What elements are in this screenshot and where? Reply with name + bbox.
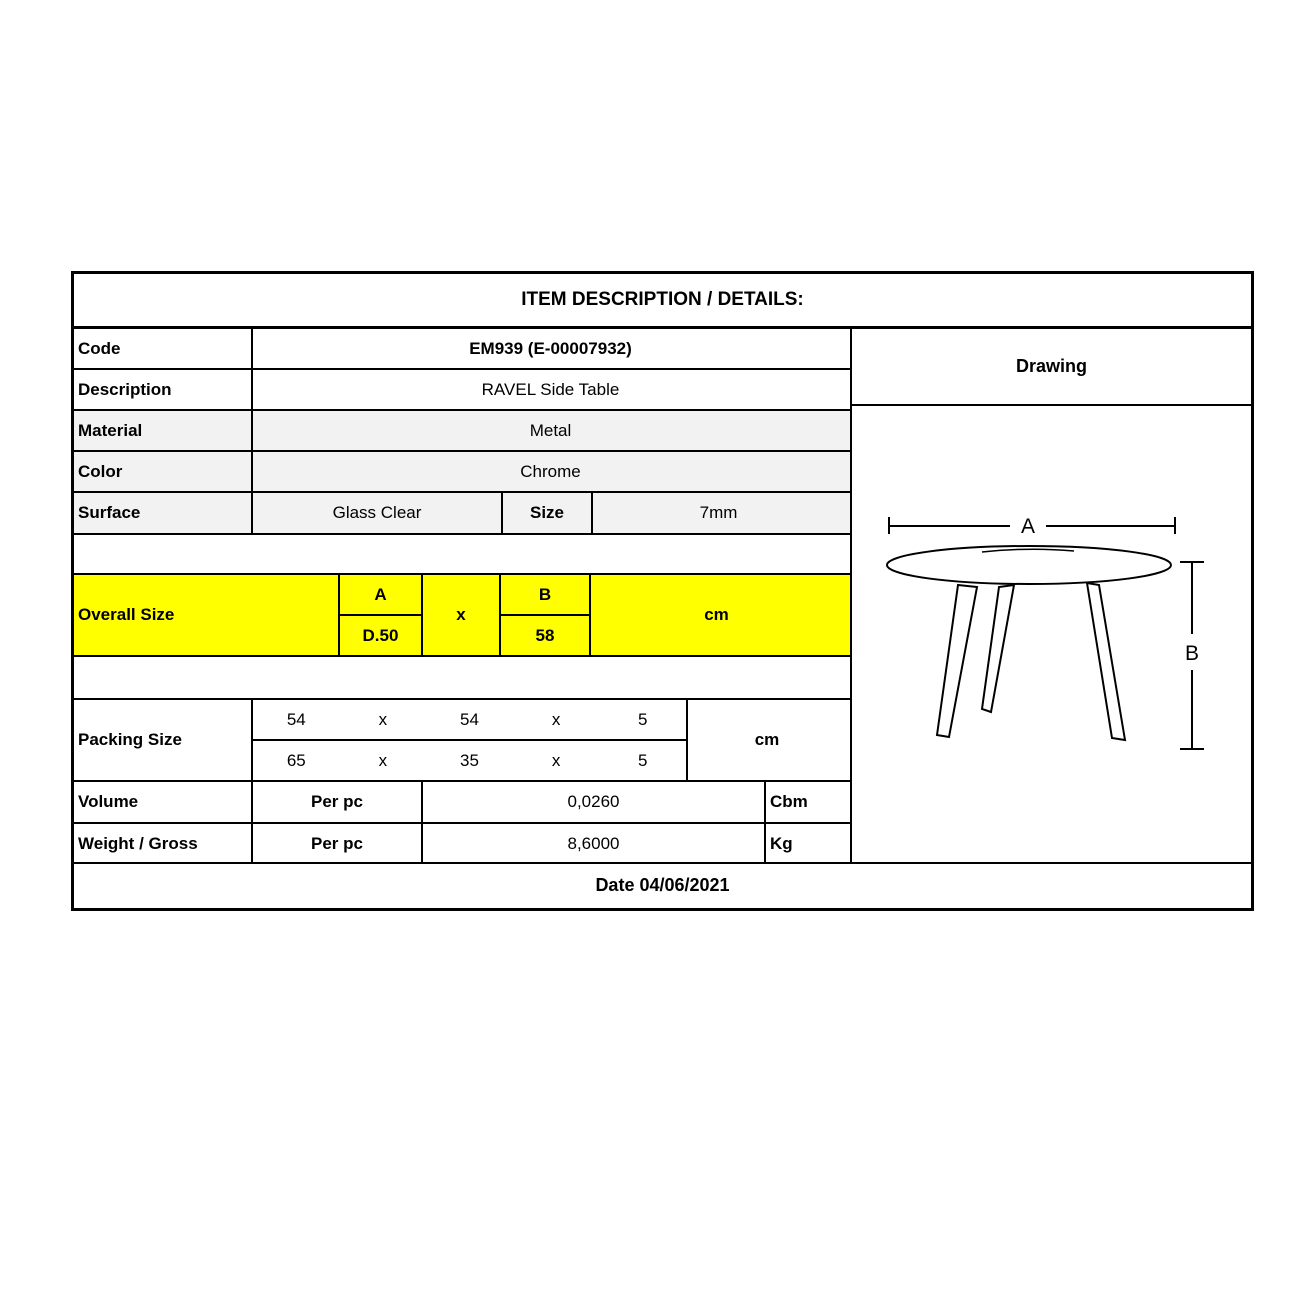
packing-row-2 [253,741,686,780]
packing-value: 54 [286,709,306,729]
table-leg-middle [982,585,1014,712]
code-value: EM939 (E-00007932) [469,338,632,358]
weight-label: Weight / Gross [74,824,253,864]
drawing-section [852,329,1251,862]
volume-per: Per pc [253,782,423,822]
weight-value: 8,6000 [423,824,766,864]
table-drawing [852,406,1251,857]
dimension-a-value: D.50 [362,625,399,645]
packing-size-row [74,700,850,782]
dimension-separator: x [423,575,501,655]
volume-label: Volume [74,782,253,822]
table-row [74,493,850,535]
dimension-a-cell [340,575,423,655]
sheet-body [74,329,1251,862]
spacer-row [74,535,850,575]
surface-value: Glass Clear [253,493,503,533]
packing-separator: x [378,750,388,770]
drawing-title: Drawing [852,329,1251,406]
volume-unit: Cbm [770,792,808,811]
table-legs [937,583,1125,740]
material-value: Metal [529,420,572,440]
packing-value: 5 [637,709,648,729]
dimension-b-value: 58 [535,625,555,645]
size-label: Size [503,493,593,533]
packing-separator: x [551,709,561,729]
packing-value: 54 [460,709,479,729]
sheet-title: ITEM DESCRIPTION / DETAILS: [74,274,1251,329]
dimension-b-label: B [1184,642,1200,665]
packing-row-1 [253,700,686,741]
spacer-row [74,657,850,700]
table-leg-left [937,585,977,737]
weight-unit: Kg [770,834,793,853]
dimension-a-label: A [1020,515,1036,538]
color-label: Color [74,452,253,491]
packing-values-cell [253,700,688,780]
overall-size-label: Overall Size [74,575,340,655]
packing-value: 5 [637,750,648,770]
drawing-canvas [852,406,1251,862]
volume-row [74,782,850,824]
packing-separator: x [551,750,561,770]
dimension-a-header: A [340,575,421,616]
weight-row [74,824,850,864]
color-value: Chrome [520,461,581,481]
packing-unit: cm [754,730,780,749]
packing-separator: x [378,709,388,729]
dimension-b-header: B [501,575,589,616]
weight-per: Per pc [253,824,423,864]
surface-label: Surface [74,493,253,533]
table-row [74,411,850,452]
size-value: 7mm [699,503,738,522]
date-row: Date 04/06/2021 [74,862,1251,907]
dimension-b-cell [501,575,591,655]
description-value: RAVEL Side Table [481,379,620,399]
table-row [74,452,850,493]
code-label: Code [74,329,253,368]
description-label: Description [74,370,253,409]
spec-sheet-table [71,271,1254,911]
table-row [74,370,850,411]
overall-size-unit: cm [704,605,729,624]
packing-size-label: Packing Size [74,700,253,780]
material-label: Material [74,411,253,450]
table-row [74,329,850,370]
volume-value: 0,0260 [423,782,766,822]
details-section [74,329,852,862]
table-top [887,546,1171,584]
table-leg-right [1087,583,1125,740]
packing-value: 65 [286,750,306,770]
overall-size-row [74,575,850,657]
packing-value: 35 [460,750,479,770]
